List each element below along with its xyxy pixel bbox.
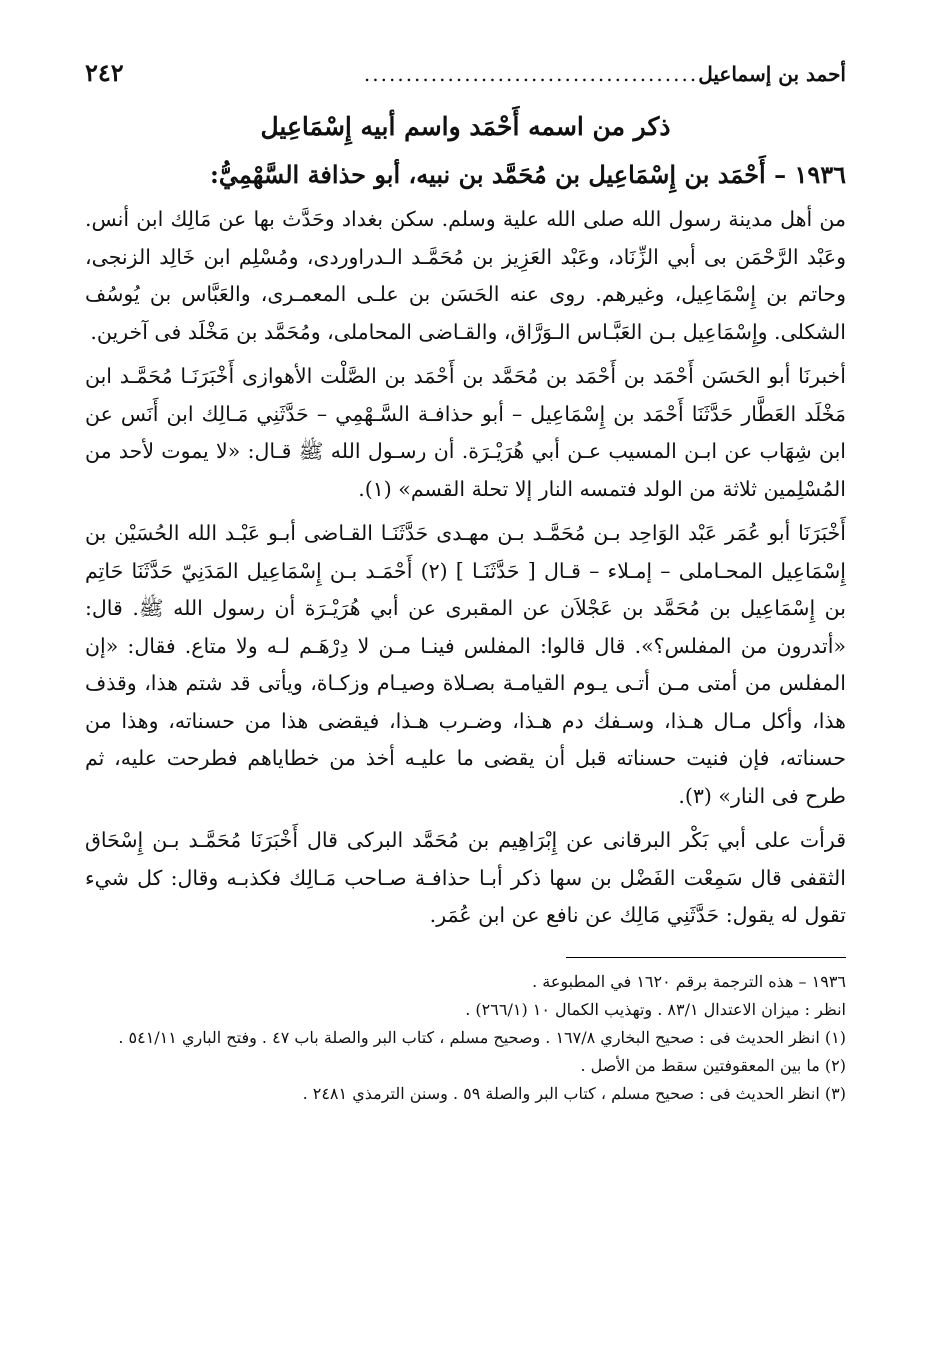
running-title-group [360, 62, 846, 86]
footnote-1: (١) انظر الحديث فى : صحيح البخاري ١٦٧/٨ . وصحيح مسلم ، كتاب البر والصلة باب ٤٧ . وفتح الباري ٥٤١/١١ . [118, 1027, 846, 1047]
footnote-separator [566, 957, 846, 958]
entry-heading: ١٩٣٦ – أَحْمَد بن إِسْمَاعِيل بن مُحَمَّد بن نبيه، أبو حذافة السَّهْمِيُّ: [210, 160, 846, 189]
paragraph-hadith-1: أخبرنَا أبو الحَسَن أَحْمَد بن أَحْمَد بن مُحَمَّد بن أَحْمَد بن الصَّلْت الأهوازى أَخْبَرَنَـا مُحَمَّـد ابن مَخْلَد العَطَّار حَدَّثَنَا أَحْمَد بن إِسْمَاعِيل – أبو حذافـة السَّـهْمِي – حَدَّثَنِي مَـالِك ابن أَنَس عن ابن شِهَاب عن ابـن المسيب عـن أبي هُرَيْـرَة. أن رسـول الله ﷺ قـال: «لا يموت لأحد من المُسْلِمين ثلاثة من الولد فتمسه النار إلا تحلة القسم» (١). [85, 364, 846, 501]
paragraph-biography: من أهل مدينة رسول الله صلى الله علية وسلم. سكن بغداد وحَدَّث بها عن مَالِك ابن أنس. وعَبْد الرَّحْمَن بى أبي الزِّنَاد، وعَبْد العَزِيز بن مُحَمَّـد الـدراوردى، ومُسْلِم ابن خَالِد الزنجى، وحاتم بن إِسْمَاعِيل، وغيرهم. روى عنه الحَسَن بن علـى المعمـرى، والعَبَّاس بن يُوسُف الشكلى. وإِسْمَاعِيل بـن العَبَّـاس الـوَرَّاق، والقـاضى المحاملى، ومُحَمَّد بن مَخْلَد فى آخرين. [85, 207, 846, 344]
paragraph-criticism: قرأت على أبي بَكْر البرقانى عن إِبْرَاهِيم بن مُحَمَّد البركى قال أَخْبَرَنَا مُحَمَّـد بـن إِسْحَاق الثقفى قال سَمِعْت الفَضْل بن سها ذكر أبـا حذافـة صـاحب مَـالِك فكذبـه وقال: كل شيء تقول له يقول: حَدَّثَنِي مَالِك عن نافع عن ابن عُمَر. [85, 828, 846, 927]
running-title: أحمد بن إسماعيل [698, 62, 846, 86]
paragraph-hadith-2: أَخْبَرَنَا أبو عُمَر عَبْد الوَاحِد بـن مُحَمَّـد بـن مهـدى حَدَّثَنَـا القـاضى أبـو عَبْـد الله الحُسَيْن بن إِسْمَاعِيل المحـاملى – إمـلاء – قـال [ حَدَّثَنَـا ] (٢) أَحْمَـد بـن إِسْمَاعِيل المَدَنِيّ حَدَّثَنَا حَاتِم بن إِسْمَاعِيل بن مُحَمَّد بن عَجْلاَن عن المقبرى عن أبي هُرَيْـرَة أن رسول الله ﷺ. قال: «أتدرون من المفلس؟». قال قالوا: المفلس فينـا مـن لا دِرْهَـم لـه ولا متاع. فقال: «إن المفلس من أمتى مـن أتـى يـوم القيامـة بصـلاة وصيـام وزكـاة، ويأتى قد شتم هذا، وقذف هذا، وأكل مـال هـذا، وسـفك دم هـذا، وضـرب هـذا، فيقضى هذا من حسناته، وهذا من حسناته، فإن فنيت حسناته قبل أن يقضى ما عليـه أخذ من خطاياهم فطرحت عليه، ثم طرح فى النار» (٣). [85, 521, 847, 808]
footnotes [85, 968, 846, 1108]
footnote-sources: انظر : ميزان الاعتدال ٨٣/١ . وتهذيب الكمال ١٠ (٢٦٦/١) . [465, 999, 846, 1019]
footnote-2: (٢) ما بين المعقوفتين سقط من الأصل . [580, 1055, 846, 1075]
footnote-3: (٣) انظر الحديث فى : صحيح مسلم ، كتاب البر والصلة ٥٩ . وسنن الترمذي ٢٤٨١ . [302, 1083, 846, 1103]
book-page [85, 58, 846, 1349]
header-dots: ........................................ [363, 62, 699, 86]
page-header [85, 58, 846, 98]
page-number: ٢٤٢ [85, 58, 124, 87]
section-title: ذكر من اسمه أَحْمَد واسم أبيه إِسْمَاعِيل [260, 112, 671, 141]
footnote-entry-number: ١٩٣٦ – هذه الترجمة برقم ١٦٢٠ في المطبوعة . [532, 971, 846, 991]
